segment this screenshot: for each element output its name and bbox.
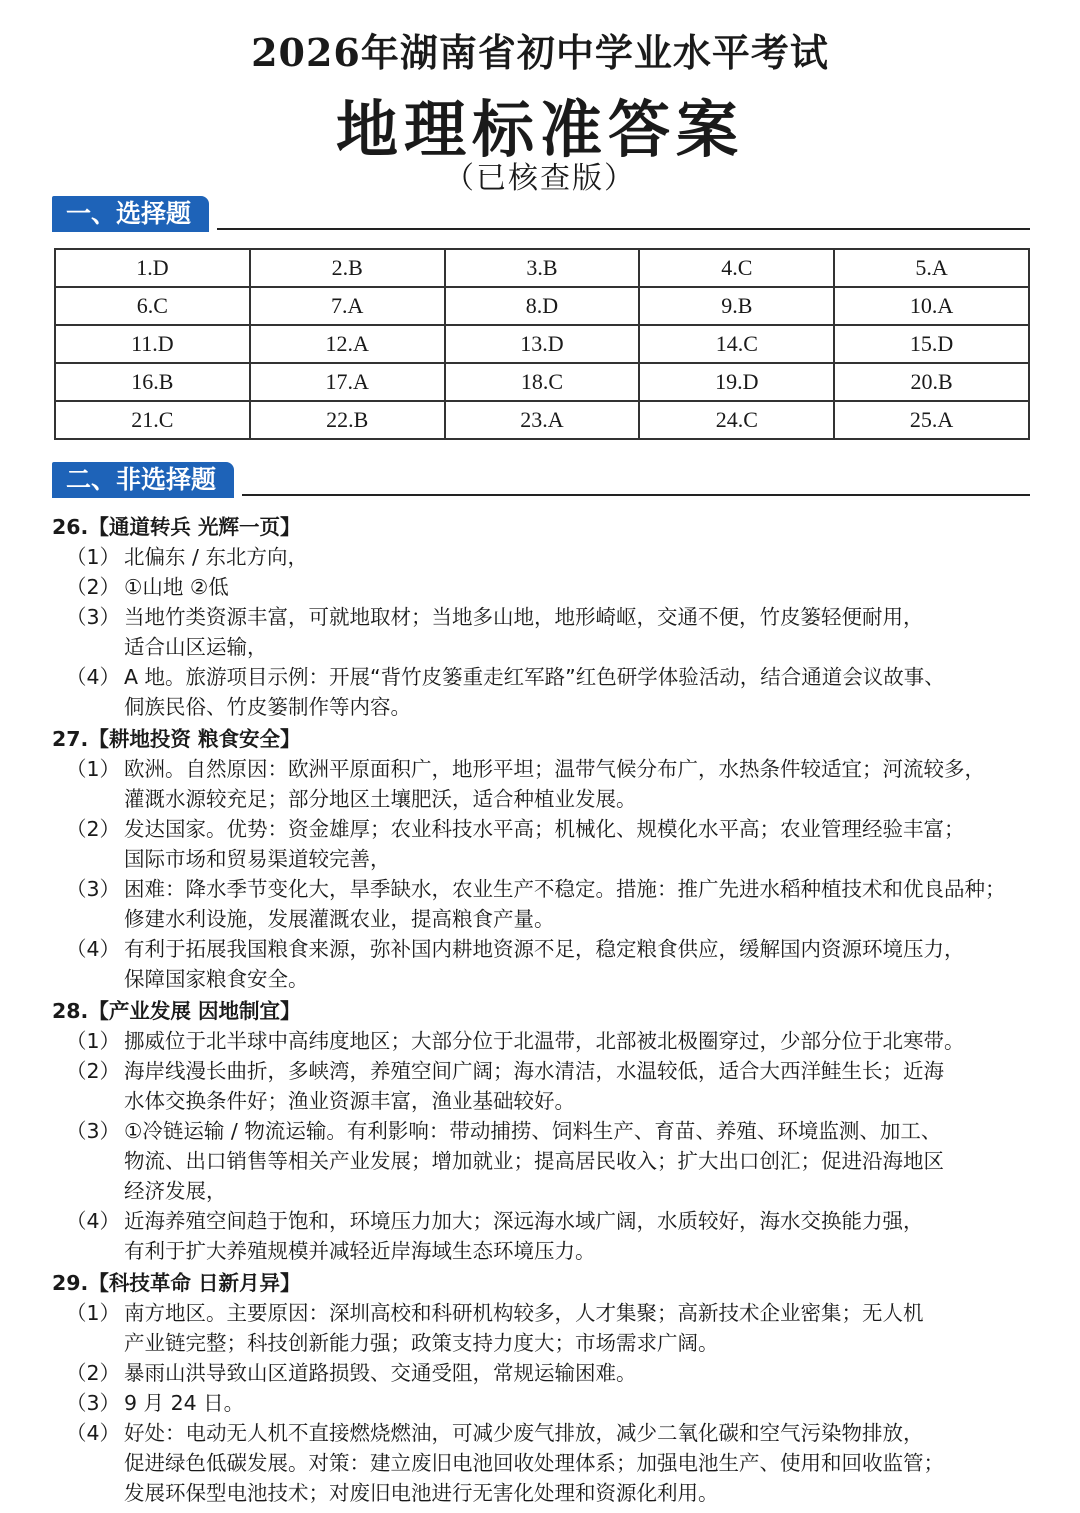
item-number: （2） bbox=[66, 575, 121, 599]
answer-cell: 23.A bbox=[445, 401, 640, 439]
item-number: （2） bbox=[66, 817, 121, 841]
item-text bbox=[124, 1298, 1042, 1358]
item-number: （2） bbox=[66, 1059, 121, 1083]
section-label: 一、选择题 bbox=[52, 196, 209, 232]
answer-item bbox=[52, 1388, 1042, 1418]
item-text-line: 促进绿色低碳发展。对策：建立废旧电池回收处理体系；加强电池生产、使用和回收监管； bbox=[124, 1451, 944, 1475]
exam-title: 2026年湖南省初中学业水平考试 bbox=[251, 30, 829, 75]
answer-row bbox=[55, 249, 1029, 287]
question-title: 27.【耕地投资 粮食安全】 bbox=[52, 727, 301, 751]
item-text-line: 经济发展， bbox=[124, 1179, 227, 1203]
answer-cell: 24.C bbox=[639, 401, 834, 439]
item-text bbox=[124, 572, 1042, 602]
answer-row bbox=[55, 363, 1029, 401]
question-title: 29.【科技革命 日新月异】 bbox=[52, 1271, 301, 1295]
section-divider bbox=[217, 228, 1030, 230]
section-multiple-choice-header bbox=[52, 196, 1030, 232]
answer-cell: 9.B bbox=[639, 287, 834, 325]
answer-cell: 10.A bbox=[834, 287, 1029, 325]
item-text-line: ①冷链运输 / 物流运输。有利影响：带动捕捞、饲料生产、育苗、养殖、环境监测、加工、 bbox=[124, 1119, 942, 1143]
question-block bbox=[52, 512, 1042, 722]
answer-item bbox=[52, 1298, 1042, 1358]
item-text-line: 北偏东 / 东北方向， bbox=[124, 545, 308, 569]
item-text-line: 发展环保型电池技术；对废旧电池进行无害化处理和资源化利用。 bbox=[124, 1481, 719, 1505]
question-title: 28.【产业发展 因地制宜】 bbox=[52, 999, 301, 1023]
item-number: （3） bbox=[66, 1391, 121, 1415]
item-text-line: 挪威位于北半球中高纬度地区；大部分位于北温带，北部被北极圈穿过，少部分位于北寒带。 bbox=[124, 1029, 965, 1053]
answer-cell: 18.C bbox=[445, 363, 640, 401]
answer-cell: 25.A bbox=[834, 401, 1029, 439]
answer-cell: 15.D bbox=[834, 325, 1029, 363]
item-number: （1） bbox=[66, 1301, 121, 1325]
item-text-line: ①山地 ②低 bbox=[124, 575, 229, 599]
item-text bbox=[124, 1116, 1042, 1206]
item-text-line: 当地竹类资源丰富，可就地取材；当地多山地，地形崎岖，交通不便，竹皮篓轻便耐用， bbox=[124, 605, 924, 629]
free-response-answers bbox=[52, 510, 1042, 1508]
answer-item bbox=[52, 542, 1042, 572]
answer-cell: 2.B bbox=[250, 249, 445, 287]
item-text-line: 适合山区运输， bbox=[124, 635, 268, 659]
answer-cell: 12.A bbox=[250, 325, 445, 363]
answer-table bbox=[54, 248, 1030, 440]
answer-item bbox=[52, 1026, 1042, 1056]
answer-cell: 20.B bbox=[834, 363, 1029, 401]
item-text-line: 有利于拓展我国粮食来源，弥补国内耕地资源不足，稳定粮食供应，缓解国内资源环境压力， bbox=[124, 937, 965, 961]
item-text bbox=[124, 814, 1042, 874]
item-text bbox=[124, 874, 1042, 934]
item-text bbox=[124, 542, 1042, 572]
answer-cell: 11.D bbox=[55, 325, 250, 363]
item-text bbox=[124, 1056, 1042, 1116]
item-number: （4） bbox=[66, 665, 121, 689]
item-text bbox=[124, 602, 1042, 662]
answer-cell: 3.B bbox=[445, 249, 640, 287]
question-block bbox=[52, 724, 1042, 994]
item-number: （1） bbox=[66, 1029, 121, 1053]
item-text-line: 海岸线漫长曲折，多峡湾，养殖空间广阔；海水清洁，水温较低，适合大西洋鲑生长；近海 bbox=[124, 1059, 944, 1083]
item-text-line: 侗族民俗、竹皮篓制作等内容。 bbox=[124, 695, 411, 719]
answer-item bbox=[52, 1358, 1042, 1388]
item-text bbox=[124, 1388, 1042, 1418]
item-text-line: 发达国家。优势：资金雄厚；农业科技水平高；机械化、规模化水平高；农业管理经验丰富； bbox=[124, 817, 965, 841]
item-text bbox=[124, 1206, 1042, 1266]
item-text-line: 物流、出口销售等相关产业发展；增加就业；提高居民收入；扩大出口创汇；促进沿海地区 bbox=[124, 1149, 944, 1173]
answer-item bbox=[52, 934, 1042, 994]
answer-item bbox=[52, 662, 1042, 722]
item-text-line: 保障国家粮食安全。 bbox=[124, 967, 309, 991]
item-text-line: 国际市场和贸易渠道较完善， bbox=[124, 847, 391, 871]
section-free-response-header bbox=[52, 462, 1030, 498]
item-text-line: 暴雨山洪导致山区道路损毁、交通受阻，常规运输困难。 bbox=[124, 1361, 637, 1385]
answer-item bbox=[52, 572, 1042, 602]
answer-cell: 6.C bbox=[55, 287, 250, 325]
item-text-line: 水体交换条件好；渔业资源丰富，渔业基础较好。 bbox=[124, 1089, 575, 1113]
answer-row bbox=[55, 325, 1029, 363]
item-text bbox=[124, 1418, 1042, 1508]
item-text bbox=[124, 1358, 1042, 1388]
item-number: （3） bbox=[66, 605, 121, 629]
question-block bbox=[52, 996, 1042, 1266]
item-number: （3） bbox=[66, 877, 121, 901]
answer-key-title: 地理标准答案 bbox=[335, 93, 744, 166]
section-divider bbox=[242, 494, 1030, 496]
item-text-line: A 地。旅游项目示例：开展“背竹皮篓重走红军路”红色研学体验活动，结合通道会议故事、 bbox=[124, 665, 945, 689]
item-text-line: 好处：电动无人机不直接燃烧燃油，可减少废气排放，减少二氧化碳和空气污染物排放， bbox=[124, 1421, 924, 1445]
item-text bbox=[124, 1026, 1042, 1056]
answer-cell: 21.C bbox=[55, 401, 250, 439]
answer-cell: 4.C bbox=[639, 249, 834, 287]
item-text-line: 困难：降水季节变化大，旱季缺水，农业生产不稳定。措施：推广先进水稻种植技术和优良品种； bbox=[124, 877, 1006, 901]
answer-cell: 1.D bbox=[55, 249, 250, 287]
answer-cell: 19.D bbox=[639, 363, 834, 401]
item-text-line: 近海养殖空间趋于饱和，环境压力加大；深远海水域广阔，水质较好，海水交换能力强， bbox=[124, 1209, 924, 1233]
item-text-line: 灌溉水源较充足；部分地区土壤肥沃，适合种植业发展。 bbox=[124, 787, 637, 811]
answer-item bbox=[52, 1418, 1042, 1508]
item-number: （4） bbox=[66, 1421, 121, 1445]
answer-cell: 16.B bbox=[55, 363, 250, 401]
item-text bbox=[124, 754, 1042, 814]
item-text-line: 9 月 24 日。 bbox=[124, 1391, 245, 1415]
answer-item bbox=[52, 1206, 1042, 1266]
answer-item bbox=[52, 602, 1042, 662]
answer-cell: 13.D bbox=[445, 325, 640, 363]
answer-cell: 8.D bbox=[445, 287, 640, 325]
answer-row bbox=[55, 287, 1029, 325]
answer-cell: 7.A bbox=[250, 287, 445, 325]
item-text-line: 欧洲。自然原因：欧洲平原面积广，地形平坦；温带气候分布广，水热条件较适宜；河流较多， bbox=[124, 757, 985, 781]
item-text bbox=[124, 662, 1042, 722]
item-text-line: 有利于扩大养殖规模并减轻近岸海域生态环境压力。 bbox=[124, 1239, 596, 1263]
answer-item bbox=[52, 874, 1042, 934]
answer-item bbox=[52, 814, 1042, 874]
answer-item bbox=[52, 754, 1042, 814]
item-number: （2） bbox=[66, 1361, 121, 1385]
item-number: （3） bbox=[66, 1119, 121, 1143]
item-text bbox=[124, 934, 1042, 994]
item-text-line: 修建水利设施，发展灌溉农业，提高粮食产量。 bbox=[124, 907, 555, 931]
question-block bbox=[52, 1268, 1042, 1508]
item-number: （1） bbox=[66, 545, 121, 569]
answer-cell: 22.B bbox=[250, 401, 445, 439]
item-text-line: 南方地区。主要原因：深圳高校和科研机构较多，人才集聚；高新技术企业密集；无人机 bbox=[124, 1301, 924, 1325]
item-number: （1） bbox=[66, 757, 121, 781]
item-text-line: 产业链完整；科技创新能力强；政策支持力度大；市场需求广阔。 bbox=[124, 1331, 719, 1355]
item-number: （4） bbox=[66, 1209, 121, 1233]
question-title: 26.【通道转兵 光辉一页】 bbox=[52, 515, 301, 539]
answer-row bbox=[55, 401, 1029, 439]
answer-cell: 14.C bbox=[639, 325, 834, 363]
answer-cell: 17.A bbox=[250, 363, 445, 401]
answer-cell: 5.A bbox=[834, 249, 1029, 287]
item-number: （4） bbox=[66, 937, 121, 961]
answer-item bbox=[52, 1116, 1042, 1206]
version-label: （已核查版） bbox=[444, 161, 636, 196]
section-label: 二、非选择题 bbox=[52, 462, 234, 498]
answer-item bbox=[52, 1056, 1042, 1116]
